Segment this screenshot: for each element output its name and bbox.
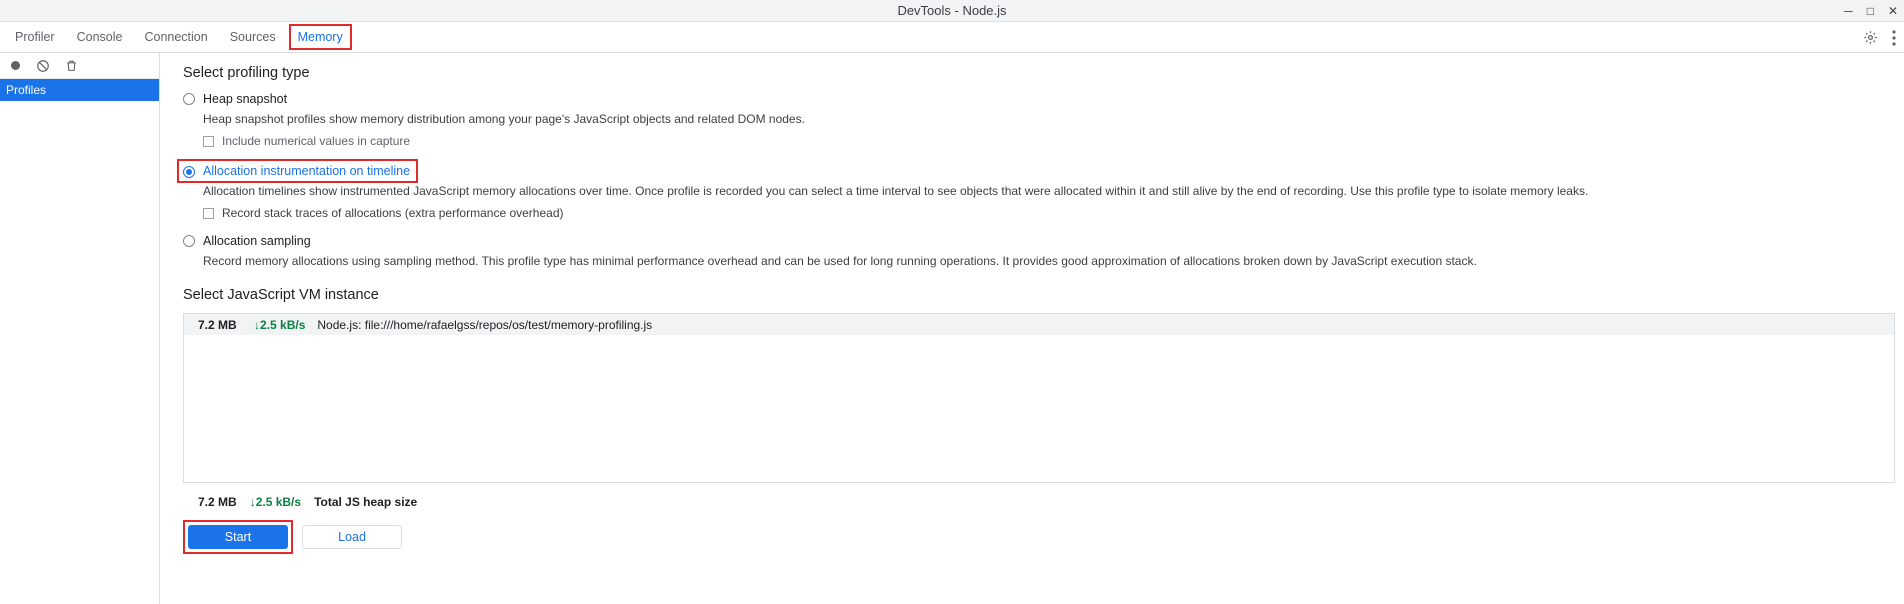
sidebar-item-profiles[interactable]	[0, 79, 159, 101]
memory-panel	[160, 53, 1904, 604]
option-allocation-sampling	[174, 233, 1904, 269]
selected-option-highlight	[179, 161, 416, 181]
checkbox-icon[interactable]	[203, 208, 214, 219]
option-label: Allocation sampling	[203, 234, 311, 248]
load-button[interactable]	[302, 525, 402, 549]
devtools-tabstrip	[0, 22, 1904, 53]
tab-label: Memory	[297, 30, 343, 44]
clear-icon[interactable]	[35, 58, 51, 74]
close-icon[interactable]: ✕	[1887, 4, 1898, 18]
profiles-sidebar	[0, 53, 160, 604]
sidebar-item-label: Profiles	[6, 83, 47, 97]
vm-heap-size: 7.2 MB	[198, 317, 237, 332]
radio-icon[interactable]	[183, 166, 195, 178]
total-heap-size-label: Total JS heap size	[314, 495, 418, 509]
checkbox-label: Record stack traces of allocations (extra performance overhead)	[222, 206, 564, 220]
vm-instance-list[interactable]	[183, 313, 1895, 483]
radio-icon[interactable]	[183, 93, 195, 105]
start-button[interactable]	[188, 525, 288, 549]
tab-label: Profiler	[15, 30, 55, 44]
total-heap-size-value: 7.2 MB	[198, 495, 237, 509]
start-button-label: Start	[224, 530, 252, 544]
option-allocation-instrumentation	[174, 161, 1904, 220]
window-controls	[1844, 0, 1898, 22]
trash-icon[interactable]	[63, 58, 79, 74]
tab-profiler[interactable]	[4, 22, 66, 52]
sidebar-toolbar	[0, 53, 159, 79]
vm-rate: ↓2.5 kB/s	[254, 317, 306, 332]
tab-label: Sources	[229, 30, 276, 44]
vm-instance-title: Select JavaScript VM instance	[183, 287, 379, 303]
tab-connection[interactable]	[133, 22, 218, 52]
tab-sources[interactable]	[219, 22, 287, 52]
radio-row-allocation-instrumentation[interactable]	[183, 161, 1904, 181]
devtools-body	[0, 53, 1904, 604]
tab-label: Console	[76, 30, 123, 44]
list-item[interactable]	[184, 314, 1894, 335]
record-icon[interactable]	[7, 58, 23, 74]
radio-icon[interactable]	[183, 235, 195, 247]
tabstrip-actions	[1863, 22, 1896, 53]
total-heap-rate: ↓2.5 kB/s	[249, 495, 302, 509]
minimize-icon[interactable]: ─	[1844, 4, 1853, 18]
checkbox-icon[interactable]	[203, 136, 214, 147]
checkbox-record-stack-traces[interactable]	[203, 206, 1904, 220]
maximize-icon[interactable]: □	[1866, 4, 1874, 18]
option-label: Allocation instrumentation on timeline	[203, 164, 411, 178]
heap-totals-row	[198, 495, 1904, 509]
tab-list	[0, 22, 354, 52]
action-buttons	[185, 522, 1904, 552]
load-button-label: Load	[338, 530, 366, 544]
option-description: Record memory allocations using sampling method. This profile type has minimal performance overhead and can be used for long running operations. It provides good approximation of allocations broken down by JavaScript execution stack.	[203, 254, 1477, 268]
vm-description: Node.js: file:///home/rafaelgss/repos/os/test/memory-profiling.js	[317, 317, 653, 332]
window-titlebar	[0, 0, 1904, 22]
option-description: Heap snapshot profiles show memory distribution among your page's JavaScript objects and related DOM nodes.	[203, 112, 805, 126]
option-label: Heap snapshot	[203, 92, 288, 106]
checkbox-include-numerical-values[interactable]	[203, 134, 1904, 148]
kebab-icon[interactable]	[1892, 30, 1896, 46]
tab-label: Connection	[144, 30, 208, 44]
window-title: DevTools - Node.js	[897, 3, 1007, 18]
profiling-type-title: Select profiling type	[183, 65, 310, 81]
start-button-highlight	[185, 522, 291, 552]
tab-memory[interactable]	[289, 24, 352, 50]
option-description: Allocation timelines show instrumented JavaScript memory allocations over time. Once profile is recorded you can select a time interval to see objects that were allocated within it and still alive by the end of recording. Use this profile type to isolate memory leaks.	[203, 184, 1589, 198]
checkbox-label: Include numerical values in capture	[222, 134, 411, 148]
tab-console[interactable]	[66, 22, 134, 52]
option-heap-snapshot	[174, 91, 1904, 148]
gear-icon[interactable]	[1863, 30, 1878, 45]
radio-row-heap-snapshot[interactable]	[183, 91, 1904, 109]
radio-row-allocation-sampling[interactable]	[183, 233, 1904, 251]
